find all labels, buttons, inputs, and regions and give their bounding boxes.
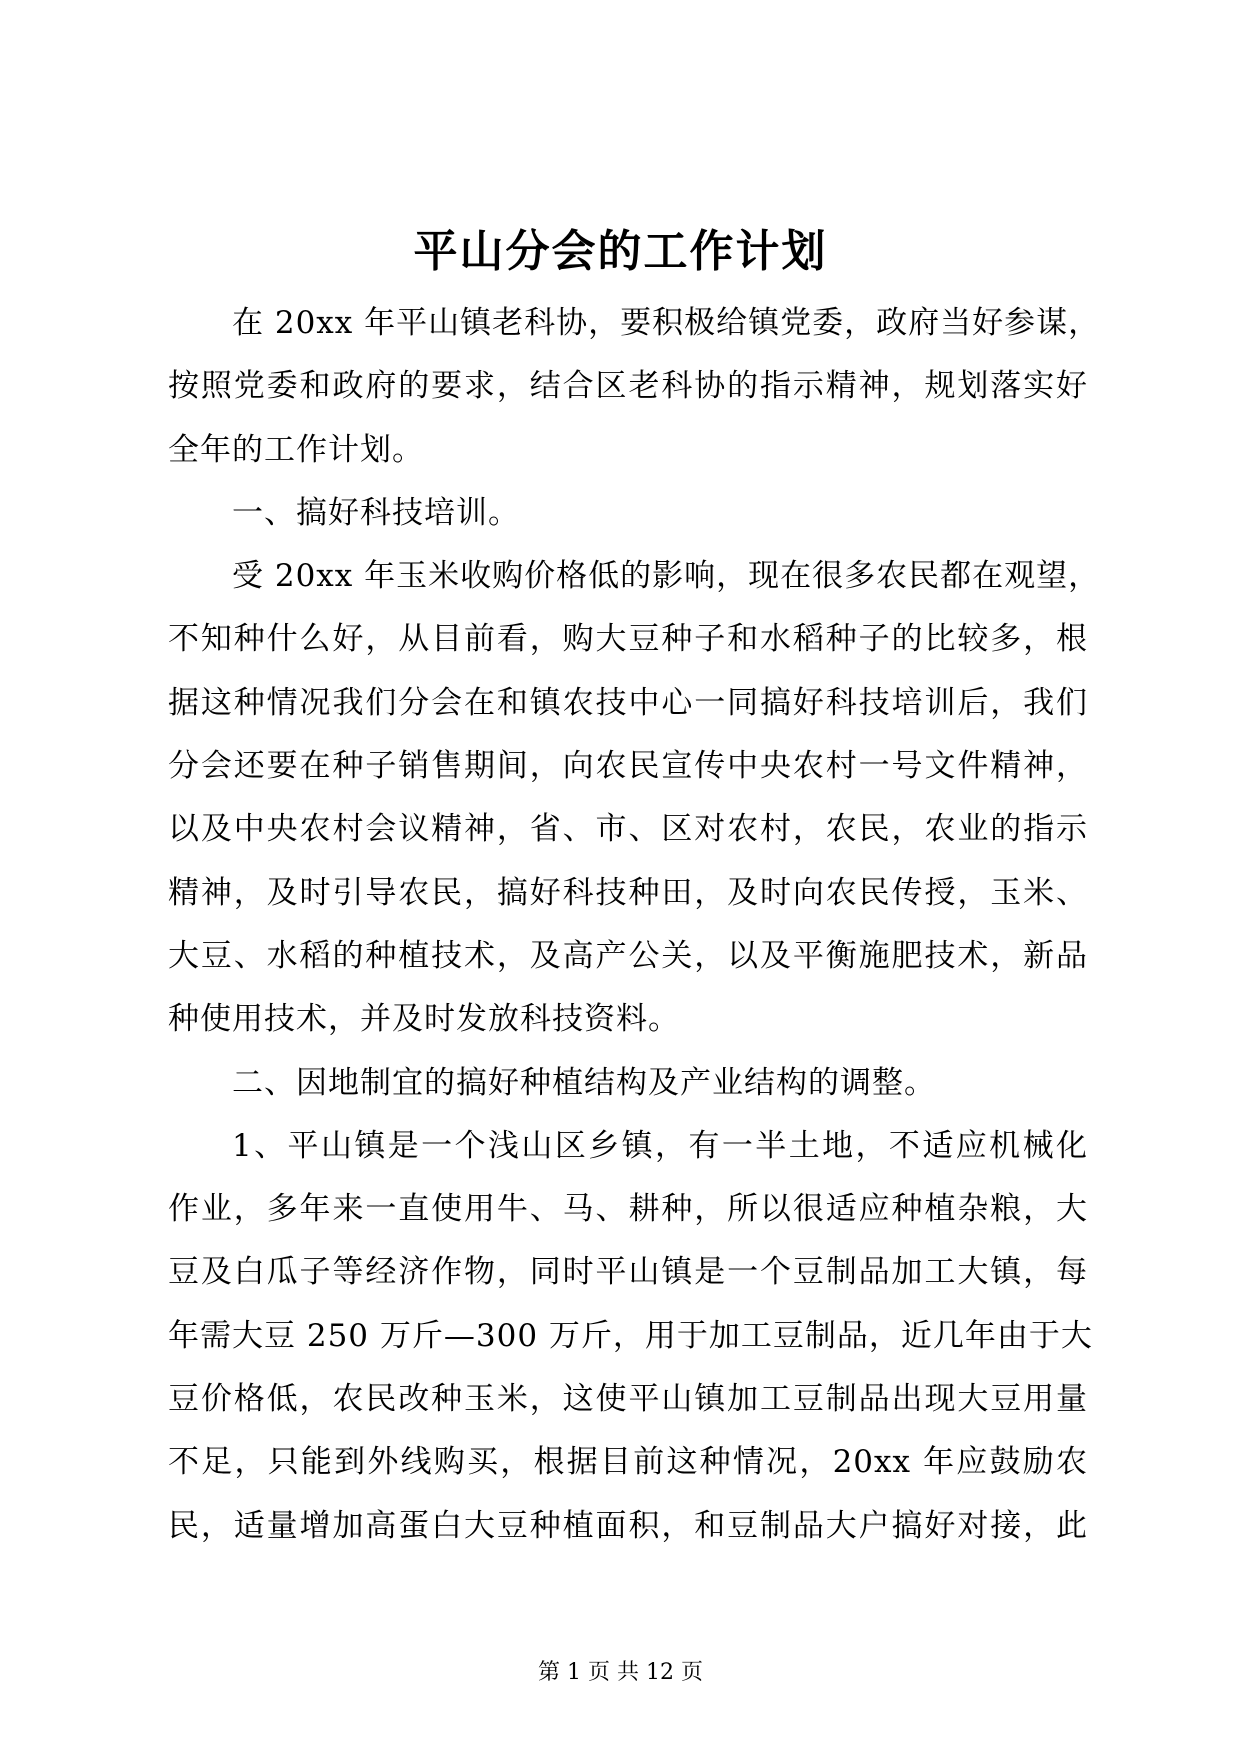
- paragraph-line: 全年的工作计划。: [168, 431, 424, 468]
- paragraph-line: 1、平山镇是一个浅山区乡镇，有一半土地，不适应机械化: [232, 1127, 1088, 1164]
- paragraph-line: 据这种情况我们分会在和镇农技中心一同搞好科技培训后，我们: [168, 684, 1088, 721]
- page-footer: 第 1 页 共 12 页: [538, 1660, 703, 1685]
- paragraph-line: 豆价格低，农民改种玉米，这使平山镇加工豆制品出现大豆用量: [168, 1381, 1088, 1418]
- paragraph-line: 大豆、水稻的种植技术，及高产公关，以及平衡施肥技术，新品: [168, 937, 1088, 974]
- section-heading: 一、搞好科技培训。: [232, 494, 520, 531]
- paragraph-line: 不足，只能到外线购买，根据目前这种情况，20xx 年应鼓励农: [168, 1444, 1088, 1481]
- document-title: 平山分会的工作计划: [413, 226, 828, 277]
- paragraph-line: 精神，及时引导农民，搞好科技种田，及时向农民传授，玉米、: [168, 874, 1088, 911]
- paragraph-line: 民，适量增加高蛋白大豆种植面积，和豆制品大户搞好对接，此: [168, 1507, 1088, 1544]
- paragraph-line: 分会还要在种子销售期间，向农民宣传中央农村一号文件精神，: [168, 748, 1088, 785]
- document-body: [168, 292, 1101, 1558]
- paragraph-line: 不知种什么好，从目前看，购大豆种子和水稻种子的比较多，根: [168, 621, 1088, 658]
- paragraph-line: 受 20xx 年玉米收购价格低的影响，现在很多农民都在观望，: [232, 558, 1101, 595]
- paragraph-line: 以及中央农村会议精神，省、市、区对农村，农民，农业的指示: [168, 811, 1088, 848]
- paragraph-line: 豆及白瓜子等经济作物，同时平山镇是一个豆制品加工大镇，每: [168, 1254, 1088, 1291]
- paragraph-line: 作业，多年来一直使用牛、马、耕种，所以很适应种植杂粮，大: [168, 1191, 1088, 1228]
- paragraph-line: 年需大豆 250 万斤—300 万斤，用于加工豆制品，近几年由于大: [168, 1317, 1093, 1354]
- paragraph-line: 在 20xx 年平山镇老科协，要积极给镇党委，政府当好参谋，: [232, 305, 1101, 341]
- section-heading: 二、因地制宜的搞好种植结构及产业结构的调整。: [232, 1064, 936, 1101]
- paragraph-line: 按照党委和政府的要求，结合区老科协的指示精神，规划落实好: [168, 368, 1088, 405]
- paragraph-line: 种使用技术，并及时发放科技资料。: [168, 1001, 680, 1038]
